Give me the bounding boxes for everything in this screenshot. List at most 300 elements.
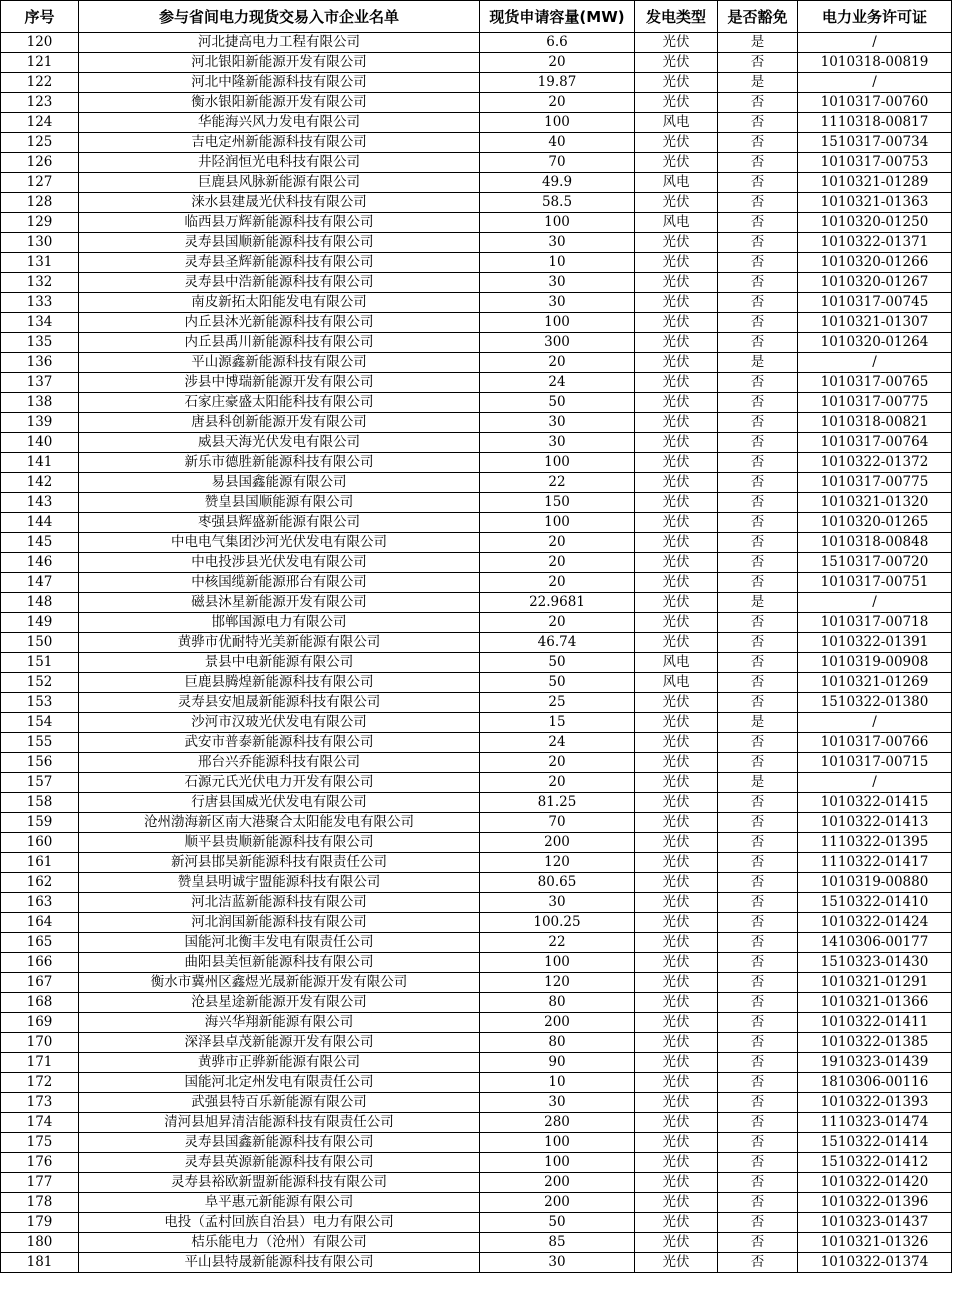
cell-seq: 131 xyxy=(1,253,79,273)
cell-capacity: 20 xyxy=(480,613,635,633)
table-row xyxy=(1,1053,952,1073)
cell-license: 1010322-01385 xyxy=(798,1033,952,1053)
cell-exempt: 否 xyxy=(718,1193,798,1213)
cell-capacity: 46.74 xyxy=(480,633,635,653)
cell-license: 1010318-00819 xyxy=(798,53,952,73)
cell-exempt: 否 xyxy=(718,733,798,753)
cell-type: 光伏 xyxy=(635,713,718,733)
table-row xyxy=(1,393,952,413)
cell-capacity: 100 xyxy=(480,453,635,473)
cell-seq: 163 xyxy=(1,893,79,913)
cell-license: 1010319-00880 xyxy=(798,873,952,893)
cell-license: 1010320-01266 xyxy=(798,253,952,273)
cell-license: 1010317-00715 xyxy=(798,753,952,773)
table-row xyxy=(1,713,952,733)
cell-type: 光伏 xyxy=(635,153,718,173)
cell-exempt: 否 xyxy=(718,633,798,653)
table-row xyxy=(1,1093,952,1113)
cell-seq: 120 xyxy=(1,33,79,53)
cell-exempt: 是 xyxy=(718,773,798,793)
cell-capacity: 30 xyxy=(480,1253,635,1273)
cell-capacity: 300 xyxy=(480,333,635,353)
cell-license: 1010322-01393 xyxy=(798,1093,952,1113)
cell-company: 赞皇县国顺能源有限公司 xyxy=(79,493,480,513)
cell-license: 1010317-00766 xyxy=(798,733,952,753)
cell-license: 1010322-01411 xyxy=(798,1013,952,1033)
cell-type: 光伏 xyxy=(635,233,718,253)
cell-seq: 173 xyxy=(1,1093,79,1113)
cell-license: 1010322-01413 xyxy=(798,813,952,833)
cell-exempt: 否 xyxy=(718,1013,798,1033)
table-row xyxy=(1,353,952,373)
cell-exempt: 否 xyxy=(718,793,798,813)
cell-type: 光伏 xyxy=(635,1153,718,1173)
table-row xyxy=(1,53,952,73)
table-row xyxy=(1,573,952,593)
cell-type: 光伏 xyxy=(635,913,718,933)
table-row xyxy=(1,173,952,193)
cell-capacity: 150 xyxy=(480,493,635,513)
table-row xyxy=(1,473,952,493)
cell-license: 1010317-00760 xyxy=(798,93,952,113)
cell-company: 沙河市汉玻光伏发电有限公司 xyxy=(79,713,480,733)
cell-exempt: 否 xyxy=(718,1153,798,1173)
cell-capacity: 30 xyxy=(480,233,635,253)
cell-capacity: 58.5 xyxy=(480,193,635,213)
table-row xyxy=(1,1173,952,1193)
cell-seq: 148 xyxy=(1,593,79,613)
cell-type: 光伏 xyxy=(635,373,718,393)
cell-capacity: 30 xyxy=(480,293,635,313)
table-row xyxy=(1,73,952,93)
cell-license: 1010320-01267 xyxy=(798,273,952,293)
cell-type: 光伏 xyxy=(635,953,718,973)
cell-capacity: 81.25 xyxy=(480,793,635,813)
cell-seq: 126 xyxy=(1,153,79,173)
cell-capacity: 24 xyxy=(480,733,635,753)
cell-license: 1110322-01417 xyxy=(798,853,952,873)
cell-exempt: 是 xyxy=(718,353,798,373)
header-company: 参与省间电力现货交易入市企业名单 xyxy=(79,1,480,33)
cell-license: 1010322-01415 xyxy=(798,793,952,813)
cell-company: 井陉润恒光电科技有限公司 xyxy=(79,153,480,173)
cell-company: 灵寿县安旭晟新能源科技有限公司 xyxy=(79,693,480,713)
cell-type: 光伏 xyxy=(635,833,718,853)
header-type: 发电类型 xyxy=(635,1,718,33)
cell-seq: 144 xyxy=(1,513,79,533)
cell-company: 邯郸国源电力有限公司 xyxy=(79,613,480,633)
cell-seq: 128 xyxy=(1,193,79,213)
cell-license: 1010322-01371 xyxy=(798,233,952,253)
cell-capacity: 30 xyxy=(480,273,635,293)
cell-company: 灵寿县裕欧新盟新能源科技有限公司 xyxy=(79,1173,480,1193)
table-row xyxy=(1,1113,952,1133)
cell-seq: 121 xyxy=(1,53,79,73)
cell-license: 1010320-01264 xyxy=(798,333,952,353)
cell-type: 光伏 xyxy=(635,513,718,533)
cell-type: 光伏 xyxy=(635,693,718,713)
cell-exempt: 否 xyxy=(718,473,798,493)
cell-type: 光伏 xyxy=(635,413,718,433)
cell-company: 中电电气集团沙河光伏发电有限公司 xyxy=(79,533,480,553)
table-row xyxy=(1,313,952,333)
cell-seq: 177 xyxy=(1,1173,79,1193)
cell-license: 1010321-01320 xyxy=(798,493,952,513)
cell-company: 沧县星途新能源开发有限公司 xyxy=(79,993,480,1013)
cell-capacity: 40 xyxy=(480,133,635,153)
cell-company: 新乐市德胜新能源科技有限公司 xyxy=(79,453,480,473)
cell-company: 河北银阳新能源开发有限公司 xyxy=(79,53,480,73)
cell-seq: 158 xyxy=(1,793,79,813)
cell-seq: 125 xyxy=(1,133,79,153)
cell-type: 风电 xyxy=(635,653,718,673)
cell-license: 1010317-00745 xyxy=(798,293,952,313)
cell-exempt: 否 xyxy=(718,1093,798,1113)
cell-capacity: 10 xyxy=(480,1073,635,1093)
cell-license: 1010319-00908 xyxy=(798,653,952,673)
cell-seq: 179 xyxy=(1,1213,79,1233)
cell-license: 1010317-00764 xyxy=(798,433,952,453)
cell-capacity: 19.87 xyxy=(480,73,635,93)
cell-type: 光伏 xyxy=(635,1033,718,1053)
cell-type: 光伏 xyxy=(635,973,718,993)
cell-license: / xyxy=(798,73,952,93)
cell-seq: 180 xyxy=(1,1233,79,1253)
cell-exempt: 是 xyxy=(718,73,798,93)
table-row xyxy=(1,553,952,573)
table-row xyxy=(1,593,952,613)
cell-type: 风电 xyxy=(635,173,718,193)
cell-license: 1010320-01265 xyxy=(798,513,952,533)
cell-company: 河北捷高电力工程有限公司 xyxy=(79,33,480,53)
cell-seq: 156 xyxy=(1,753,79,773)
cell-company: 灵寿县中浩新能源科技有限公司 xyxy=(79,273,480,293)
cell-seq: 157 xyxy=(1,773,79,793)
table-row xyxy=(1,373,952,393)
cell-license: 1010322-01391 xyxy=(798,633,952,653)
cell-license: 1510323-01430 xyxy=(798,953,952,973)
cell-license: 1010321-01363 xyxy=(798,193,952,213)
header-exempt: 是否豁免 xyxy=(718,1,798,33)
cell-company: 石家庄豪盛太阳能科技有限公司 xyxy=(79,393,480,413)
cell-capacity: 120 xyxy=(480,853,635,873)
cell-exempt: 否 xyxy=(718,253,798,273)
cell-seq: 146 xyxy=(1,553,79,573)
cell-company: 石源元氏光伏电力开发有限公司 xyxy=(79,773,480,793)
cell-exempt: 否 xyxy=(718,153,798,173)
table-row xyxy=(1,213,952,233)
cell-type: 光伏 xyxy=(635,1113,718,1133)
cell-capacity: 100 xyxy=(480,513,635,533)
cell-capacity: 25 xyxy=(480,693,635,713)
cell-capacity: 24 xyxy=(480,373,635,393)
table-row xyxy=(1,333,952,353)
cell-license: 1010322-01420 xyxy=(798,1173,952,1193)
cell-seq: 165 xyxy=(1,933,79,953)
cell-exempt: 否 xyxy=(718,813,798,833)
table-row xyxy=(1,873,952,893)
cell-seq: 178 xyxy=(1,1193,79,1213)
cell-license: 1910323-01439 xyxy=(798,1053,952,1073)
cell-license: 1010321-01326 xyxy=(798,1233,952,1253)
table-row xyxy=(1,93,952,113)
cell-type: 光伏 xyxy=(635,253,718,273)
table-row xyxy=(1,153,952,173)
table-row xyxy=(1,253,952,273)
table-row xyxy=(1,1033,952,1053)
cell-exempt: 否 xyxy=(718,573,798,593)
cell-exempt: 否 xyxy=(718,933,798,953)
cell-exempt: 否 xyxy=(718,93,798,113)
table-row xyxy=(1,233,952,253)
table-row xyxy=(1,1233,952,1253)
cell-license: / xyxy=(798,593,952,613)
cell-seq: 181 xyxy=(1,1253,79,1273)
cell-capacity: 280 xyxy=(480,1113,635,1133)
cell-capacity: 100 xyxy=(480,1133,635,1153)
cell-seq: 151 xyxy=(1,653,79,673)
cell-capacity: 50 xyxy=(480,653,635,673)
cell-exempt: 否 xyxy=(718,493,798,513)
cell-capacity: 90 xyxy=(480,1053,635,1073)
cell-capacity: 22 xyxy=(480,933,635,953)
cell-exempt: 否 xyxy=(718,1133,798,1153)
cell-company: 中核国缆新能源邢台有限公司 xyxy=(79,573,480,593)
cell-capacity: 30 xyxy=(480,1093,635,1113)
cell-seq: 143 xyxy=(1,493,79,513)
cell-capacity: 85 xyxy=(480,1233,635,1253)
cell-exempt: 否 xyxy=(718,453,798,473)
cell-exempt: 否 xyxy=(718,193,798,213)
cell-company: 临西县万辉新能源科技有限公司 xyxy=(79,213,480,233)
cell-exempt: 否 xyxy=(718,333,798,353)
cell-capacity: 50 xyxy=(480,673,635,693)
cell-company: 河北润国新能源科技有限公司 xyxy=(79,913,480,933)
cell-company: 邢台兴乔能源科技有限公司 xyxy=(79,753,480,773)
cell-capacity: 20 xyxy=(480,553,635,573)
cell-seq: 137 xyxy=(1,373,79,393)
cell-company: 国能河北衡丰发电有限责任公司 xyxy=(79,933,480,953)
cell-seq: 166 xyxy=(1,953,79,973)
table-row xyxy=(1,673,952,693)
cell-exempt: 否 xyxy=(718,953,798,973)
cell-seq: 153 xyxy=(1,693,79,713)
cell-company: 南皮新拓太阳能发电有限公司 xyxy=(79,293,480,313)
cell-license: 1010317-00718 xyxy=(798,613,952,633)
cell-type: 光伏 xyxy=(635,293,718,313)
header-seq: 序号 xyxy=(1,1,79,33)
cell-capacity: 200 xyxy=(480,1013,635,1033)
cell-seq: 136 xyxy=(1,353,79,373)
table-row xyxy=(1,1193,952,1213)
cell-type: 光伏 xyxy=(635,73,718,93)
cell-company: 顺平县贵顺新能源科技有限公司 xyxy=(79,833,480,853)
table-row xyxy=(1,1133,952,1153)
table-row xyxy=(1,273,952,293)
cell-type: 光伏 xyxy=(635,853,718,873)
cell-capacity: 20 xyxy=(480,533,635,553)
table-row xyxy=(1,693,952,713)
cell-type: 光伏 xyxy=(635,53,718,73)
cell-license: / xyxy=(798,773,952,793)
cell-capacity: 200 xyxy=(480,1173,635,1193)
cell-exempt: 否 xyxy=(718,1033,798,1053)
table-row xyxy=(1,633,952,653)
cell-capacity: 70 xyxy=(480,813,635,833)
cell-license: 1510322-01414 xyxy=(798,1133,952,1153)
cell-exempt: 否 xyxy=(718,213,798,233)
cell-capacity: 80.65 xyxy=(480,873,635,893)
cell-company: 清河县旭昇清洁能源科技有限责任公司 xyxy=(79,1113,480,1133)
cell-capacity: 50 xyxy=(480,393,635,413)
cell-type: 光伏 xyxy=(635,533,718,553)
cell-exempt: 是 xyxy=(718,33,798,53)
table-row xyxy=(1,753,952,773)
cell-exempt: 否 xyxy=(718,1113,798,1133)
cell-exempt: 否 xyxy=(718,1233,798,1253)
cell-capacity: 30 xyxy=(480,413,635,433)
table-row xyxy=(1,433,952,453)
cell-company: 内丘县沐光新能源科技有限公司 xyxy=(79,313,480,333)
cell-capacity: 20 xyxy=(480,573,635,593)
cell-seq: 175 xyxy=(1,1133,79,1153)
cell-seq: 170 xyxy=(1,1033,79,1053)
cell-license: 1010321-01289 xyxy=(798,173,952,193)
cell-seq: 127 xyxy=(1,173,79,193)
cell-license: 1410306-00177 xyxy=(798,933,952,953)
cell-license: 1110322-01395 xyxy=(798,833,952,853)
cell-type: 光伏 xyxy=(635,933,718,953)
cell-exempt: 否 xyxy=(718,1213,798,1233)
cell-type: 光伏 xyxy=(635,133,718,153)
cell-seq: 149 xyxy=(1,613,79,633)
cell-license: 1110323-01474 xyxy=(798,1113,952,1133)
cell-capacity: 15 xyxy=(480,713,635,733)
cell-seq: 152 xyxy=(1,673,79,693)
cell-seq: 160 xyxy=(1,833,79,853)
cell-company: 武强县特百乐新能源有限公司 xyxy=(79,1093,480,1113)
cell-seq: 145 xyxy=(1,533,79,553)
cell-seq: 162 xyxy=(1,873,79,893)
cell-exempt: 否 xyxy=(718,673,798,693)
cell-seq: 164 xyxy=(1,913,79,933)
cell-capacity: 10 xyxy=(480,253,635,273)
cell-exempt: 否 xyxy=(718,873,798,893)
cell-exempt: 否 xyxy=(718,533,798,553)
cell-capacity: 20 xyxy=(480,93,635,113)
cell-type: 光伏 xyxy=(635,1093,718,1113)
table-body xyxy=(1,33,952,1273)
cell-exempt: 否 xyxy=(718,753,798,773)
cell-license: 1110318-00817 xyxy=(798,113,952,133)
cell-exempt: 否 xyxy=(718,653,798,673)
cell-license: 1510317-00734 xyxy=(798,133,952,153)
cell-seq: 176 xyxy=(1,1153,79,1173)
cell-exempt: 否 xyxy=(718,173,798,193)
cell-exempt: 否 xyxy=(718,853,798,873)
cell-seq: 172 xyxy=(1,1073,79,1093)
cell-license: 1510322-01412 xyxy=(798,1153,952,1173)
cell-type: 光伏 xyxy=(635,593,718,613)
cell-company: 巨鹿县风脉新能源有限公司 xyxy=(79,173,480,193)
cell-license: 1010317-00765 xyxy=(798,373,952,393)
cell-company: 唐县科创新能源开发有限公司 xyxy=(79,413,480,433)
cell-license: 1010317-00775 xyxy=(798,473,952,493)
cell-capacity: 20 xyxy=(480,53,635,73)
cell-company: 河北中隆新能源科技有限公司 xyxy=(79,73,480,93)
cell-capacity: 100 xyxy=(480,113,635,133)
cell-exempt: 否 xyxy=(718,1053,798,1073)
cell-seq: 130 xyxy=(1,233,79,253)
cell-type: 光伏 xyxy=(635,1053,718,1073)
cell-company: 曲阳县美恒新能源科技有限公司 xyxy=(79,953,480,973)
cell-type: 风电 xyxy=(635,113,718,133)
cell-exempt: 是 xyxy=(718,593,798,613)
cell-exempt: 否 xyxy=(718,913,798,933)
cell-company: 衡水市冀州区鑫煜光晟新能源开发有限公司 xyxy=(79,973,480,993)
cell-company: 行唐县国威光伏发电有限公司 xyxy=(79,793,480,813)
table-row xyxy=(1,793,952,813)
table-row xyxy=(1,893,952,913)
cell-exempt: 是 xyxy=(718,713,798,733)
cell-license: 1010321-01269 xyxy=(798,673,952,693)
cell-company: 灵寿县圣辉新能源科技有限公司 xyxy=(79,253,480,273)
cell-exempt: 否 xyxy=(718,233,798,253)
cell-type: 风电 xyxy=(635,213,718,233)
table-row xyxy=(1,33,952,53)
cell-license: 1010321-01366 xyxy=(798,993,952,1013)
table-row xyxy=(1,193,952,213)
cell-exempt: 否 xyxy=(718,413,798,433)
table-row xyxy=(1,653,952,673)
cell-seq: 139 xyxy=(1,413,79,433)
cell-type: 光伏 xyxy=(635,873,718,893)
cell-seq: 122 xyxy=(1,73,79,93)
cell-capacity: 100 xyxy=(480,213,635,233)
cell-exempt: 否 xyxy=(718,373,798,393)
cell-capacity: 22.9681 xyxy=(480,593,635,613)
cell-capacity: 80 xyxy=(480,993,635,1013)
table-row xyxy=(1,1253,952,1273)
cell-license: 1010323-01437 xyxy=(798,1213,952,1233)
cell-type: 光伏 xyxy=(635,773,718,793)
cell-seq: 155 xyxy=(1,733,79,753)
cell-seq: 147 xyxy=(1,573,79,593)
cell-seq: 174 xyxy=(1,1113,79,1133)
cell-type: 光伏 xyxy=(635,1133,718,1153)
cell-license: 1010322-01374 xyxy=(798,1253,952,1273)
cell-capacity: 70 xyxy=(480,153,635,173)
cell-exempt: 否 xyxy=(718,553,798,573)
cell-company: 巨鹿县腾煌新能源科技有限公司 xyxy=(79,673,480,693)
cell-type: 光伏 xyxy=(635,93,718,113)
table-row xyxy=(1,993,952,1013)
cell-exempt: 否 xyxy=(718,693,798,713)
cell-type: 光伏 xyxy=(635,993,718,1013)
cell-company: 灵寿县国鑫新能源科技有限公司 xyxy=(79,1133,480,1153)
cell-company: 灵寿县国顺新能源科技有限公司 xyxy=(79,233,480,253)
table-row xyxy=(1,293,952,313)
cell-license: 1010317-00775 xyxy=(798,393,952,413)
cell-company: 华能海兴风力发电有限公司 xyxy=(79,113,480,133)
cell-company: 深泽县卓茂新能源开发有限公司 xyxy=(79,1033,480,1053)
cell-type: 光伏 xyxy=(635,1193,718,1213)
cell-exempt: 否 xyxy=(718,1253,798,1273)
table-row xyxy=(1,833,952,853)
cell-type: 光伏 xyxy=(635,333,718,353)
cell-seq: 142 xyxy=(1,473,79,493)
table-row xyxy=(1,513,952,533)
